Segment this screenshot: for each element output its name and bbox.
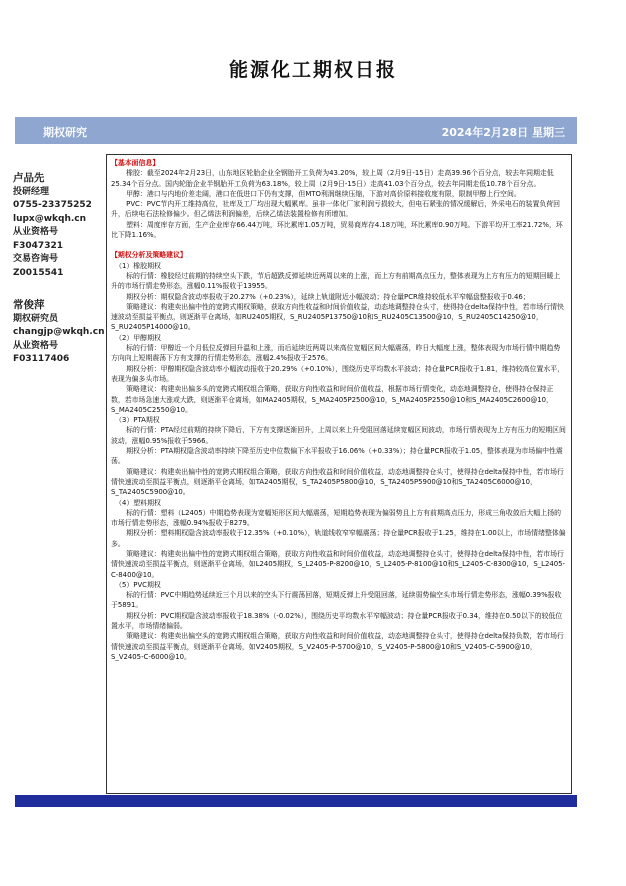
analyst-role: 投研经理 (13, 186, 50, 197)
option-line: 策略建议：构建卖出偏中性的宽跨式期权策略，获取方向性收益和时间价值收益，动态地调整持仓头寸，使得持仓delta保持中性，若市场行情快速波动至损益平衡点，则逐渐平仓离场，如RU2405期权，S_RU2405P13750@10和S_RU2405C13500@10，S_RU2405C14250@10，S_RU2405P14000@10。 (111, 302, 564, 332)
option-line: 标的行情：橡胶经过前期的持续空头下跌，节后超跌反弹延续近两周以来的上涨，而上方有前期高点压力，整体表现为上方有压力的短期回暖上升的市场行情走势形态，涨幅0.11%报收于13955。 (111, 271, 561, 291)
option-section-title: （4）塑料期权 (115, 498, 161, 507)
option-line: 策略建议：构建卖出偏中性的宽跨式期权组合策略，获取方向性收益和时间价值收益，动态地调整持仓头寸，使得持仓delta保持中性，若市场行情快速波动至损益平衡点，则逐渐平仓离场，如L2405期权，S_L2405-P-8200@10，S_L2405-P-8100@10和S_L2405-C-8300@10，S_L2405-C-8400@10。 (111, 549, 566, 579)
option-line: 策略建议：构建卖出偏中性的宽跨式期权组合策略，获取方向性收益和时间价值收益，动态地调整持仓头寸，使得持仓delta保持中性，若市场行情快速波动至损益平衡点，则逐渐平仓离场，如TA2405期权，S_TA2405P5800@10，S_TA2405P5900@10和S_TA2405C6000@10，S_TA2405C5900@10。 (111, 467, 564, 497)
analyst-cert2: Z0015541 (13, 267, 64, 278)
analyst-name: 卢品先 (13, 172, 45, 184)
fundamentals-paragraph: PVC：PVC节内开工维持高位，社库及工厂均出现大幅累库。虽非一体化厂家利润亏损较大，但电石紧张的情况缓解后，外采电石的装置负荷回升，后续电石法检修偏少。但乙烯法利润偏差，后续乙烯法装置检修有所增加。 (111, 200, 561, 219)
option-line: 期权分析：塑料期权隐含波动率报收于12.35%（+0.10%），轨道线收窄窄幅震荡；持仓量PCR报收于1.25，维持在1.00以上，市场情绪整体偏多。 (111, 529, 566, 548)
fundamentals-heading: 【基本面信息】 (111, 159, 160, 167)
analyst-name: 常俊萍 (13, 299, 45, 311)
analyst-cert-label: 从业资格号 (13, 340, 59, 351)
analyst-phone: 0755-23375252 (13, 200, 92, 210)
analyst-cert2-label: 交易咨询号 (13, 254, 59, 264)
option-section-title: （3）PTA期权 (115, 416, 160, 425)
report-title: 能源化工期权日报 (228, 59, 397, 81)
option-line: 期权分析：PVC期权隐含波动率报收于18.38%（-0.02%），围绕历史平均数水平窄幅波动；持仓量PCR报收于0.34，维持在0.50以下的较低位置水平，市场情绪偏弱。 (111, 611, 563, 631)
analyst-cert: F3047321 (13, 240, 63, 251)
analyst-sidebar (13, 172, 105, 367)
report-date: 2024年2月28日 星期三 (441, 126, 565, 139)
option-line: 期权分析：甲醇期权隐含波动率小幅波动报收于20.29%（+0.10%），围绕历史平均数水平波动；持仓量PCR报收于1.81，维持较高位置水平，表现为偏多头市场。 (111, 364, 565, 383)
fundamentals-paragraph: 甲醇：港口与内地价差走阔，港口在低进口下仍有支撑，但MTO利润继续压缩，下游对高价原料接收度有限，限制甲醇上行空间。 (126, 189, 521, 198)
option-section-title: （1）橡胶期权 (115, 261, 161, 270)
option-line: 策略建议：构建卖出偏空头的宽跨式期权组合策略，获取方向性收益和时间价值收益，动态地调整持仓头寸，使得持仓delta保持负数，若市场行情快速波动至损益平衡点，则逐渐平仓离场，如V2405期权，S_V2405-P-5700@10，S_V2405-P-5800@10和S_V2405-C-5900@10，S_V2405-C-6000@10。 (111, 632, 564, 661)
analyst-email[interactable]: changjp@wkqh.cn (13, 327, 105, 337)
analyst-email[interactable]: lupx@wkqh.cn (13, 213, 87, 224)
option-section-title: （2）甲醇期权 (115, 333, 161, 342)
option-line: 标的行情：甲醇近一个月低位反弹回升温和上涨，而后延续近两周以来高位宽幅区间大幅震荡，昨日大幅度上涨，整体表现为市场行情中期趋势方向向上短期震荡下方有支撑的行情走势形态，涨幅2.4%报收于2576。 (111, 344, 561, 363)
fundamentals-paragraph: 橡胶：截至2024年2月23日，山东地区轮胎企业全钢胎开工负荷为43.20%，较上周（2月9日-15日）走高39.96个百分点，较去年同期走低25.34个百分点。国内轮胎企业半钢胎开工负荷为63.18%，较上周（2月9日-15日）走高41.03个百分点，较去年同期走低10.78个百分点。 (111, 169, 554, 188)
option-line: 期权分析：PTA期权隐含波动率持续下降至历史中位数偏下水平报收于16.06%（+0.33%）；持仓量PCR报收于1.05，整体表现为市场偏中性震荡。 (111, 447, 563, 466)
analyst-role: 期权研究员 (13, 313, 59, 324)
option-line: 标的行情：PTA经过前期的持续下降后，下方有支撑逐渐回升，上周以来上升受阻回落延续宽幅区间波动，市场行情表现为上方有压力的短期区间波动，涨幅0.95%报收于5966。 (111, 426, 566, 445)
fundamentals-paragraph: 塑料：周度库存方面，生产企业库存66.44万吨，环比累库1.05万吨，贸易商库存4.18万吨，环比累库0.90万吨。下游平均开工率21.72%，环比下降1.16%。 (111, 220, 563, 240)
option-line: 标的行情：塑料（L2405）中期趋势表现为宽幅矩形区间大幅震荡，短期趋势表现为偏弱势且上方有前期高点压力，形成三角收敛后大幅上扬的市场行情走势形态，涨幅0.94%报收于8279。 (111, 508, 561, 528)
analyst-cert-label: 从业资格号 (13, 227, 59, 237)
option-line: 期权分析：期权隐含波动率报收于20.27%（+0.23%），延续上轨道附近小幅波动；持仓量PCR维持较低水平窄幅盘整报收于0.46； (126, 292, 530, 301)
option-line: 标的行情：PVC中期趋势延续近三个月以来的空头下行震荡回落，短期反弹上升受阻回落，延续弱势偏空头市场行情走势形态，涨幅0.39%报收于5891。 (111, 591, 562, 610)
option-line: 策略建议：构建卖出偏多头的宽跨式期权组合策略，获取方向性收益和时间价值收益，根据市场行情变化，动态地调整持仓，使得持仓保持正数，若市场急速大涨或大跌，则逐渐平仓离场，如MA2405期权，S_MA2405P2500@10，S_MA2405P2550@10和S_MA2405C2600@10，S_MA2405C2550@10。 (111, 385, 554, 414)
header-bar (15, 117, 577, 144)
analyst-cert: F03117406 (13, 354, 70, 364)
report-content-box (106, 154, 572, 794)
option-section-title: （5）PVC期权 (115, 580, 161, 589)
strategy-heading: 【期权分析及策略建议】 (111, 251, 187, 260)
footer-bar (15, 795, 577, 807)
section-label: 期权研究 (43, 126, 87, 139)
